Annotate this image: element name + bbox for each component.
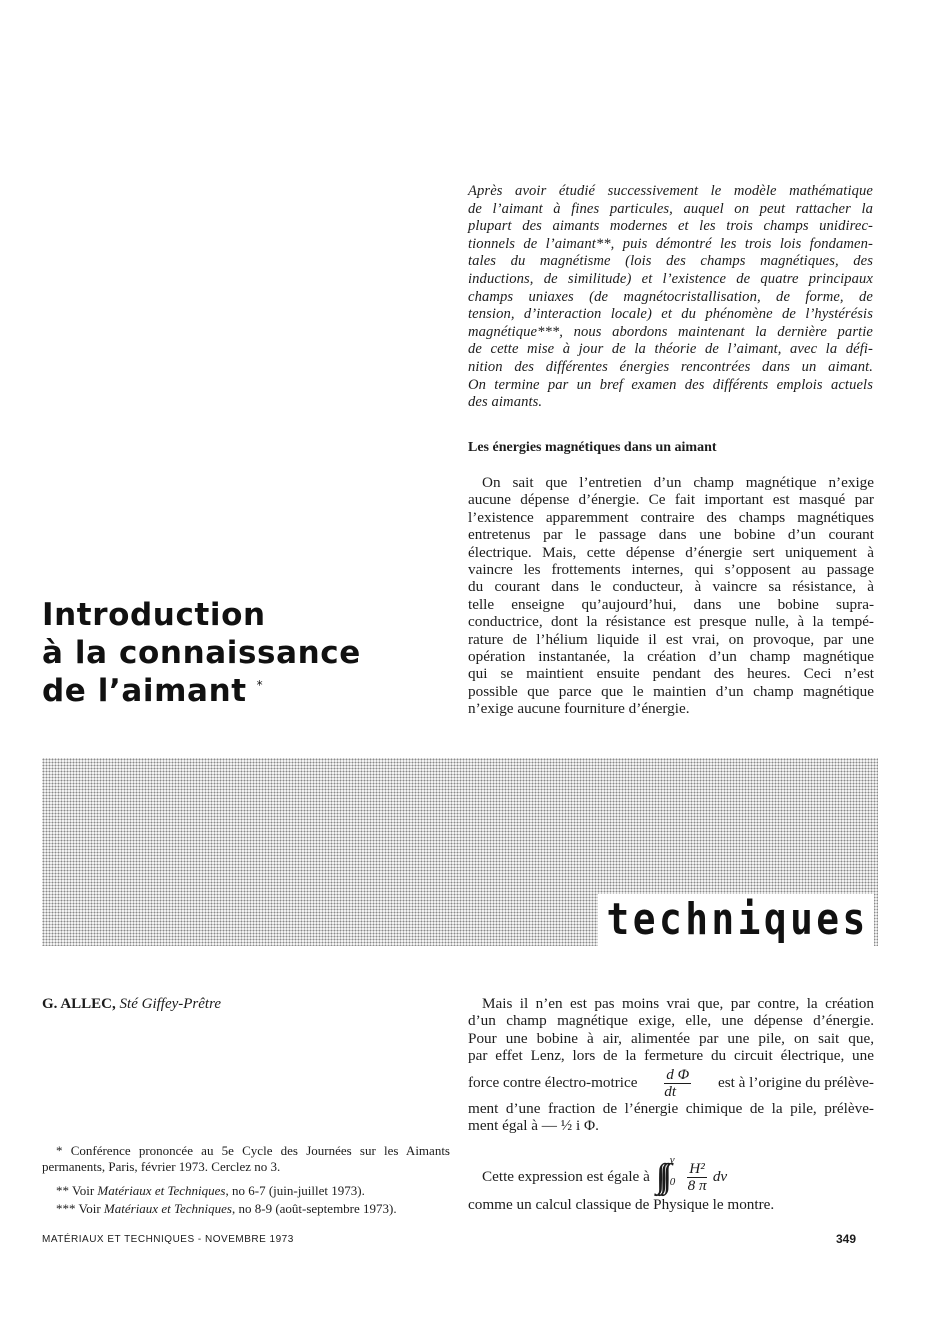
author-name: G. ALLEC, (42, 996, 116, 1012)
formula-line (468, 1067, 874, 1100)
body-line: du courant dans le conducteur, à vaincre sa résistance, à (468, 578, 874, 596)
triple-integral-sign: ∫∫∫ (655, 1158, 666, 1195)
integral-lower-limit: 0 (669, 1176, 676, 1188)
body-line: électrique. Mais, cette dépense d’énergie sert uniquement à (468, 543, 874, 561)
title-line-1: Introduction (42, 597, 266, 633)
body-paragraph-2 (468, 995, 874, 1134)
abstract-line: de cette mise à jour de la théorie de l’aimant, avec la défi- (468, 341, 873, 358)
body-line: rature de l’hélium liquide il est vrai, on provoque, par une (468, 630, 874, 648)
halftone-band (42, 758, 878, 946)
title-footnote-marker: * (256, 678, 264, 692)
abstract-line: champs uniaxes (de magnétocristallisation, de forme, de (468, 288, 873, 305)
body-line: par effet Lenz, lors de la fermeture du circuit électrique, une (468, 1047, 874, 1065)
footnote-3-journal: Matériaux et Techniques (103, 1201, 232, 1216)
abstract-line: inductions, de similitude) et l’existence de quatre principaux (468, 270, 873, 287)
footnote-3 (42, 1201, 450, 1217)
body-line: aucune dépense d’énergie. Ce fait important est masqué par (468, 491, 874, 509)
footnote-2-prefix: ** Voir (56, 1183, 95, 1198)
abstract-line: Après avoir étudié successivement le modèle mathématique (468, 183, 873, 199)
footnote-3-prefix: *** Voir (56, 1201, 101, 1216)
rubric-techniques: techniques (598, 894, 874, 946)
footnote-2-journal: Matériaux et Techniques (97, 1183, 226, 1198)
abstract-line: tionnels de l’aimant**, puis démontré les trois lois fondamen- (468, 235, 873, 252)
integral-expression-line (468, 1154, 874, 1195)
abstract-line: de l’aimant à fines particules, auquel on peut rattacher la (468, 200, 873, 217)
journal-footer: MATÉRIAUX ET TECHNIQUES - NOVEMBRE 1973 (42, 1234, 294, 1245)
footnote-2 (42, 1183, 450, 1199)
abstract-line: tales du magnétisme (lois des champs magnétiques, des (468, 253, 873, 270)
body-line: On sait que l’entretien d’un champ magnétique n’exige (482, 474, 874, 491)
abstract-line: On termine par un bref examen des différents emplois actuels (468, 376, 873, 393)
body-line: Mais il n’en est pas moins vrai que, par contre, la création (482, 995, 874, 1012)
abstract (468, 183, 873, 412)
body-line: ment d’une fraction de l’énergie chimique de la pile, prélève- (468, 1099, 874, 1117)
body-line: ment égal à — ½ i Φ. (468, 1117, 599, 1135)
body-paragraph-1 (468, 474, 874, 718)
emf-fraction (664, 1067, 691, 1100)
energy-density-fraction (687, 1161, 707, 1194)
closing-line: comme un calcul classique de Physique le montre. (468, 1196, 775, 1213)
abstract-line: plupart des aimants modernes et les trois champs unidirec- (468, 218, 873, 235)
abstract-line: des aimants. (468, 394, 543, 411)
section-heading: Les énergies magnétiques dans un aimant (468, 440, 717, 455)
body-line: qui se maintient ensuite pendant des heures. Ceci n’est (468, 665, 874, 683)
body-line: possible que parce que le maintien d’un champ magnétique (468, 682, 874, 700)
body-line: entretenus par le passage dans une bobine d’un courant (468, 526, 874, 544)
expr-after: dv (712, 1168, 728, 1186)
footnote-1: * Conférence prononcée au 5e Cycle des Journées sur les Aimants permanents, Paris, février 1973. Cerclez no 3. (42, 1143, 450, 1174)
author-affiliation: Sté Giffey-Prêtre (119, 996, 222, 1012)
fraction-denominator: dt (664, 1082, 677, 1100)
formula-after: est à l’origine du prélève- (717, 1074, 874, 1092)
footnote-2-suffix: , no 6-7 (juin-juillet 1973). (225, 1183, 365, 1198)
abstract-line: magnétique***, nous abordons maintenant la dernière partie (468, 323, 873, 340)
title-line-2: à la connaissance (42, 635, 361, 671)
body-line: d’un champ magnétique exige, elle, une dépense d’énergie. (468, 1012, 874, 1030)
formula-before: force contre électro-motrice (468, 1074, 638, 1092)
body-paragraph-3 (468, 1154, 874, 1213)
title-line-3-text: de l’aimant (42, 673, 247, 709)
title-line-3 (42, 672, 442, 710)
body-line: vaincre les frottements internes, qui s’opposent au passage (468, 561, 874, 579)
article-title (42, 596, 442, 710)
abstract-line: tension, d’interaction locale) et du phénomène de l’hystérésis (468, 306, 873, 323)
body-line: Pour une bobine à air, alimentée par une pile, on sait que, (468, 1029, 874, 1047)
author-line (42, 996, 221, 1013)
body-line: l’existence apparemment contraire des champs magnétiques (468, 508, 874, 526)
body-line: conductrice, dont la résistance est presque nulle, à la tempé- (468, 613, 874, 631)
fraction-denominator: 8 π (687, 1176, 707, 1194)
abstract-line: nition des différentes énergies rencontrées dans un aimant. (468, 358, 873, 375)
expr-before: Cette expression est égale à (482, 1168, 650, 1186)
body-line: opération instantanée, la création d’un champ magnétique (468, 648, 874, 666)
integral-upper-limit: v (669, 1154, 675, 1166)
body-line: telle enseigne qu’aujourd’hui, dans une bobine supra- (468, 595, 874, 613)
body-line: n’exige aucune fourniture d’énergie. (468, 700, 690, 718)
footnotes (42, 1143, 450, 1217)
fraction-numerator: H² (689, 1159, 705, 1177)
page-number: 349 (836, 1232, 857, 1246)
fraction-numerator: d Φ (666, 1065, 690, 1083)
integral-limits (669, 1154, 676, 1188)
footnote-3-suffix: , no 8-9 (août-septembre 1973). (231, 1201, 397, 1216)
